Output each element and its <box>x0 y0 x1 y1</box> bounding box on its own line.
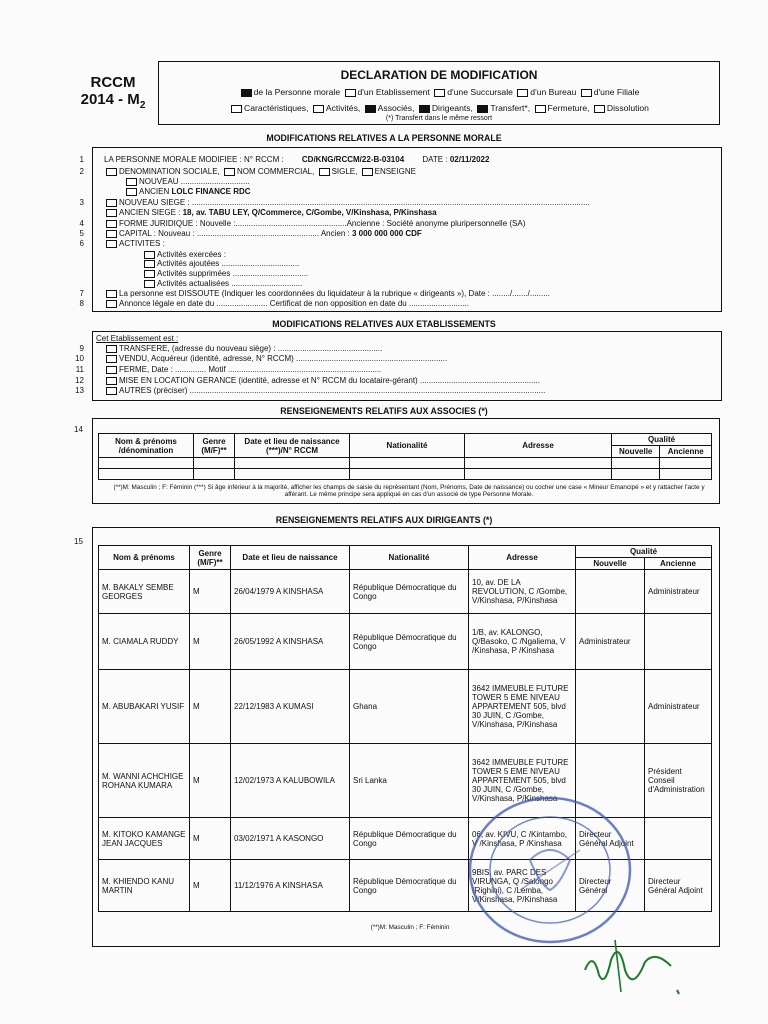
checkbox-nouveau-denomination[interactable] <box>126 178 137 186</box>
label-etablissement: d'un Etablissement <box>357 87 430 97</box>
table-row <box>99 469 712 480</box>
pm-activites-ajoutees: Activités ajoutées ................................... <box>157 259 300 268</box>
cell-nouvelle: Directeur Général Adjoint <box>576 818 645 860</box>
col-header-nouvelle: Nouvelle <box>576 558 645 570</box>
cell-genre: M <box>190 818 231 860</box>
cell-adresse: 9BIS, av. PARC DES VIRUNGA, Q /Salongo (Righini), C /Lemba, V/Kinshasa, P/Kinshasa <box>469 860 576 912</box>
checkbox-ancien-siege[interactable] <box>106 209 117 217</box>
table-row <box>99 458 712 469</box>
cell-adresse: 1/B, av. KALONGO, Q/Basoko, C /Ngaliema, V /Kinshasa, P /Kinshasa <box>469 614 576 670</box>
cell-naissance: 12/02/1973 A KALUBOWILA <box>231 744 350 818</box>
pm-enseigne-label: ENSEIGNE <box>374 167 416 176</box>
label-succursale: d'une Succursale <box>447 87 513 97</box>
table-cell[interactable] <box>612 469 660 480</box>
row-number: 4 <box>79 219 84 228</box>
pm-activites-supprimees: Activités supprimées .................................. <box>157 269 309 278</box>
cell-nouvelle: Administrateur <box>576 614 645 670</box>
cell-name: M. WANNI ACHCHIGE ROHANA KUMARA <box>99 744 190 818</box>
cell-genre: M <box>190 570 231 614</box>
etab-ferme: FERME, Date : .............. Motif ..................................................................... <box>119 365 382 374</box>
col-header-adresse: Adresse <box>469 546 576 570</box>
col-header-nom: Nom & prénoms /dénomination <box>99 434 194 458</box>
pm-line-2 <box>104 167 416 176</box>
cell-nationalite: République Démocratique du Congo <box>350 818 469 860</box>
cell-genre: M <box>190 744 231 818</box>
associes-table <box>98 433 712 480</box>
table-row <box>99 614 712 670</box>
row-number: 11 <box>75 365 84 374</box>
cell-naissance: 26/04/1979 A KINSHASA <box>231 570 350 614</box>
pm-denomination-label: DENOMINATION SOCIALE, <box>119 167 220 176</box>
checkbox-fermeture[interactable] <box>535 105 546 113</box>
cell-ancienne: Administrateur <box>645 570 712 614</box>
checkbox-nouveau-siege[interactable] <box>106 199 117 207</box>
pm-dissoute: La personne est DISSOUTE (Indiquer les coordonnées du liquidateur à la rubrique « dirigeants »), Date : ......../......./......... <box>119 289 550 298</box>
checkbox-etablissement[interactable] <box>345 89 356 97</box>
cell-genre: M <box>190 670 231 744</box>
cell-naissance: 03/02/1971 A KASONGO <box>231 818 350 860</box>
cell-nationalite: République Démocratique du Congo <box>350 614 469 670</box>
label-activites: Activités, <box>325 103 361 113</box>
checkbox-personne-morale[interactable] <box>241 89 252 97</box>
official-stamp <box>460 790 640 950</box>
cell-ancienne <box>645 614 712 670</box>
checkbox-activites-actualisees[interactable] <box>144 280 155 288</box>
checkbox-ferme[interactable] <box>106 366 117 374</box>
etab-line-10 <box>104 354 447 363</box>
etab-intro: Cet Etablissement est : <box>96 334 179 343</box>
table-cell[interactable] <box>465 458 612 469</box>
row-number: 14 <box>74 425 83 434</box>
checkbox-dirigeants[interactable] <box>419 105 430 113</box>
cell-name: M. CIAMALA RUDDY <box>99 614 190 670</box>
row-number: 1 <box>79 155 84 164</box>
table-cell[interactable] <box>99 469 194 480</box>
etab-location-gerance: MISE EN LOCATION GERANCE (identité, adresse et N° RCCM du locataire-gérant) ...................................................... <box>119 376 540 385</box>
label-transfert: Transfert*, <box>490 103 531 113</box>
table-row <box>99 670 712 744</box>
form-code-sub: 2 <box>139 100 146 111</box>
etab-transfere: TRANSFERE, (adresse du nouveau siège) : ............................................... <box>119 344 383 353</box>
form-code-line1: RCCM <box>90 74 136 91</box>
col-header-ancienne: Ancienne <box>645 558 712 570</box>
label-bureau: d'un Bureau <box>530 87 577 97</box>
cell-naissance: 22/12/1983 A KUMASI <box>231 670 350 744</box>
pm-line-4 <box>104 219 525 228</box>
label-associes: Associés, <box>377 103 415 113</box>
checkbox-autres[interactable] <box>106 387 117 395</box>
pm-activites-exercees-row <box>142 250 226 259</box>
col-header-nationalite: Nationalité <box>350 434 465 458</box>
row-number: 9 <box>79 344 84 353</box>
cell-adresse: 3642 IMMEUBLE FUTURE TOWER 5 EME NIVEAU APPARTEMENT 505, blvd 30 JUIN, C /Gombe, V/Kinshasa, P/Kinshasa <box>469 670 576 744</box>
checkbox-ancien-denomination[interactable] <box>126 188 137 196</box>
label-filiale: d'une Filiale <box>593 87 640 97</box>
pm-activites-ajoutees-row <box>142 259 299 268</box>
checkbox-dissolution[interactable] <box>594 105 605 113</box>
checkbox-sigle[interactable] <box>319 168 330 176</box>
pm-activites-supprimees-row <box>142 269 308 278</box>
table-cell[interactable] <box>350 469 465 480</box>
cell-adresse: 3642 IMMEUBLE FUTURE TOWER 5 EME NIVEAU APPARTEMENT 505, blvd 30 JUIN, C /Gombe, V/Kinshasa, P/Kinshasa <box>469 744 576 818</box>
header-options-line2 <box>159 103 719 113</box>
row-number: 2 <box>79 167 84 176</box>
pm-capital-value: 3 000 000 000 CDF <box>351 229 422 238</box>
pm-date-label: DATE : <box>422 155 448 164</box>
row-number: 6 <box>79 239 84 248</box>
pm-ancien-denomination-label: ANCIEN <box>139 187 170 196</box>
checkbox-caracteristiques[interactable] <box>231 105 242 113</box>
checkbox-denomination[interactable] <box>106 168 117 176</box>
etab-line-12 <box>104 376 540 385</box>
label-dissolution: Dissolution <box>606 103 649 113</box>
label-dirigeants: Dirigeants, <box>431 103 473 113</box>
declaration-title: DECLARATION DE MODIFICATION <box>340 68 538 82</box>
row-number: 10 <box>75 354 84 363</box>
table-cell[interactable] <box>235 458 350 469</box>
pm-sigle-label: SIGLE, <box>331 167 358 176</box>
label-caracteristiques: Caractéristiques, <box>244 103 309 113</box>
table-row <box>99 570 712 614</box>
cell-nouvelle: Directeur Général <box>576 860 645 912</box>
cell-nationalite: Ghana <box>350 670 469 744</box>
checkbox-activites-ajoutees[interactable] <box>144 260 155 268</box>
label-personne-morale: de la Personne morale <box>253 87 341 97</box>
pm-nouveau-siege: NOUVEAU SIEGE : ................................................................................................................................................................................... <box>119 198 590 207</box>
row-number: 15 <box>74 537 83 546</box>
checkbox-dissoute[interactable] <box>106 290 117 298</box>
section-title-etablissements: MODIFICATIONS RELATIVES AUX ETABLISSEMENTS <box>272 319 496 329</box>
cell-naissance: 26/05/1992 A KINSHASA <box>231 614 350 670</box>
pm-nouveau-denomination: NOUVEAU ............................... <box>139 177 250 186</box>
col-header-genre: Genre (M/F)** <box>190 546 231 570</box>
pm-line-2-nouveau <box>124 177 250 186</box>
col-header-nom: Nom & prénoms <box>99 546 190 570</box>
checkbox-transfere[interactable] <box>106 345 117 353</box>
form-code-line2-wrap <box>78 91 148 114</box>
checkbox-activites-exercees[interactable] <box>144 251 155 259</box>
pm-annonce-legale: Annonce légale en date du ....................... Certificat de non opposition en date du ........................... <box>119 299 469 308</box>
etab-line-11 <box>104 365 381 374</box>
cell-nouvelle <box>576 570 645 614</box>
dirigeants-note: (**)M: Masculin ; F: Féminin <box>370 924 450 931</box>
pm-rccm-value: CD/KNG/RCCM/22-B-03104 <box>301 155 405 164</box>
col-header-naissance: Date et lieu de naissance <box>231 546 350 570</box>
pm-forme-juridique: FORME JURIDIQUE : Nouvelle :..................................................Ancienne : Société anonyme pluripersonnelle (SA) <box>119 219 526 228</box>
col-header-genre: Genre (M/F)** <box>194 434 235 458</box>
pm-line-5 <box>104 229 422 238</box>
row-number: 8 <box>79 299 84 308</box>
label-fermeture: Fermeture, <box>547 103 590 113</box>
table-cell[interactable] <box>465 469 612 480</box>
associes-note: (**)M: Masculin ; F: Féminin (***) Si âge inférieur à la majorité, afficher les champs de saisie du représentant (Nom, Prénoms, Date de naissance) ou cocher une case « Mineur Emancipé » et y rattacher l'acte y afférant. Le même principe sera appliqué en cas d'un associé de type Personne Morale. <box>113 484 705 498</box>
pm-activites-exercees: Activités exercées : <box>157 250 226 259</box>
form-code <box>78 74 148 114</box>
row-number: 13 <box>75 386 84 395</box>
checkbox-bureau[interactable] <box>517 89 528 97</box>
pm-ancien-siege-value: 18, av. TABU LEY, Q/Commerce, C/Gombe, V/Kinshasa, P/Kinshasa <box>182 208 437 217</box>
row-number: 12 <box>75 376 84 385</box>
checkbox-forme-juridique[interactable] <box>106 220 117 228</box>
pm-ancien-siege-label: ANCIEN SIEGE : <box>119 208 181 217</box>
table-cell[interactable] <box>660 469 712 480</box>
etab-vendu: VENDU, Acquéreur (identité, adresse, N° RCCM) .................................................................... <box>119 354 448 363</box>
cell-nouvelle <box>576 670 645 744</box>
checkbox-activites-pm[interactable] <box>106 240 117 248</box>
checkbox-enseigne[interactable] <box>362 168 373 176</box>
cell-adresse: 10, av. DE LA REVOLUTION, C /Gombe, V/Kinshasa, P/Kinshasa <box>469 570 576 614</box>
checkbox-vendu[interactable] <box>106 355 117 363</box>
pm-line-1 <box>104 155 489 164</box>
table-cell[interactable] <box>612 458 660 469</box>
cell-nationalite: République Démocratique du Congo <box>350 570 469 614</box>
checkbox-nom-commercial[interactable] <box>224 168 235 176</box>
col-header-adresse: Adresse <box>465 434 612 458</box>
pm-line-2-ancien <box>124 187 251 196</box>
etab-line-9 <box>104 344 382 353</box>
checkbox-capital[interactable] <box>106 230 117 238</box>
table-cell[interactable] <box>235 469 350 480</box>
table-cell[interactable] <box>660 458 712 469</box>
checkbox-associes[interactable] <box>365 105 376 113</box>
pm-activites-label: ACTIVITES : <box>119 239 165 248</box>
col-header-qualite: Qualité <box>576 546 712 558</box>
row-number: 3 <box>79 198 84 207</box>
cell-ancienne: Administrateur <box>645 670 712 744</box>
signature <box>575 930 685 1000</box>
cell-name: M. BAKALY SEMBE GEORGES <box>99 570 190 614</box>
pm-nom-commercial-label: NOM COMMERCIAL, <box>237 167 315 176</box>
pm-line-6 <box>104 239 165 248</box>
declaration-header <box>158 61 720 125</box>
pm-line-3b <box>104 208 437 217</box>
cell-nationalite: République Démocratique du Congo <box>350 860 469 912</box>
cell-nationalite: Sri Lanka <box>350 744 469 818</box>
cell-ancienne: Président Conseil d'Administration <box>645 744 712 818</box>
table-cell[interactable] <box>350 458 465 469</box>
form-code-line2: 2014 - M <box>80 91 140 108</box>
checkbox-location-gerance[interactable] <box>106 377 117 385</box>
table-cell[interactable] <box>99 458 194 469</box>
cell-genre: M <box>190 860 231 912</box>
cell-name: M. KHIENDO KANU MARTIN <box>99 860 190 912</box>
section-title-personne-morale: MODIFICATIONS RELATIVES A LA PERSONNE MORALE <box>266 133 502 143</box>
checkbox-filiale[interactable] <box>581 89 592 97</box>
etab-line-13 <box>104 386 545 395</box>
row-number: 7 <box>79 289 84 298</box>
cell-adresse: 06, av. KIVU, C /Kintambo, V /Kinshasa, P /Kinshasa <box>469 818 576 860</box>
section-title-associes: RENSEIGNEMENTS RELATIFS AUX ASSOCIES (*) <box>280 406 488 416</box>
checkbox-activites-supprimees[interactable] <box>144 270 155 278</box>
pm-ancien-denomination-value: LOLC FINANCE RDC <box>171 187 251 196</box>
pm-activites-actualisees: Activités actualisées ................................ <box>157 279 303 288</box>
checkbox-transfert[interactable] <box>477 105 488 113</box>
checkbox-activites[interactable] <box>313 105 324 113</box>
cell-ancienne: Directeur Général Adjoint <box>645 860 712 912</box>
cell-ancienne <box>645 818 712 860</box>
cell-genre: M <box>190 614 231 670</box>
etab-autres: AUTRES (préciser) ................................................................................................................................................................ <box>119 386 546 395</box>
checkbox-annonce-legale[interactable] <box>106 300 117 308</box>
table-cell[interactable] <box>194 458 235 469</box>
col-header-nouvelle: Nouvelle <box>612 446 660 458</box>
cell-name: M. KITOKO KAMANGE JEAN JACQUES <box>99 818 190 860</box>
header-options-line1 <box>159 87 719 97</box>
section-title-dirigeants: RENSEIGNEMENTS RELATIFS AUX DIRIGEANTS (*) <box>275 515 493 525</box>
pm-activites-actualisees-row <box>142 279 302 288</box>
row-number: 5 <box>79 229 84 238</box>
col-header-qualite: Qualité <box>612 434 712 446</box>
pm-line-3 <box>104 198 590 207</box>
checkbox-succursale[interactable] <box>434 89 445 97</box>
cell-naissance: 11/12/1976 A KINSHASA <box>231 860 350 912</box>
pm-capital-label: CAPITAL : Nouveau : ....................................................... Ancien : <box>119 229 350 238</box>
cell-name: M. ABUBAKARI YUSIF <box>99 670 190 744</box>
col-header-ancienne: Ancienne <box>660 446 712 458</box>
pm-line-7 <box>104 289 550 298</box>
pm-line-8 <box>104 299 469 308</box>
header-footnote: (*) Transfert dans le même ressort <box>385 115 493 122</box>
table-cell[interactable] <box>194 469 235 480</box>
col-header-nationalite: Nationalité <box>350 546 469 570</box>
col-header-naissance: Date et lieu de naissance (***)/N° RCCM <box>235 434 350 458</box>
pm-rccm-label: LA PERSONNE MORALE MODIFIEE : N° RCCM : <box>104 155 284 164</box>
pm-date-value: 02/11/2022 <box>449 155 490 164</box>
